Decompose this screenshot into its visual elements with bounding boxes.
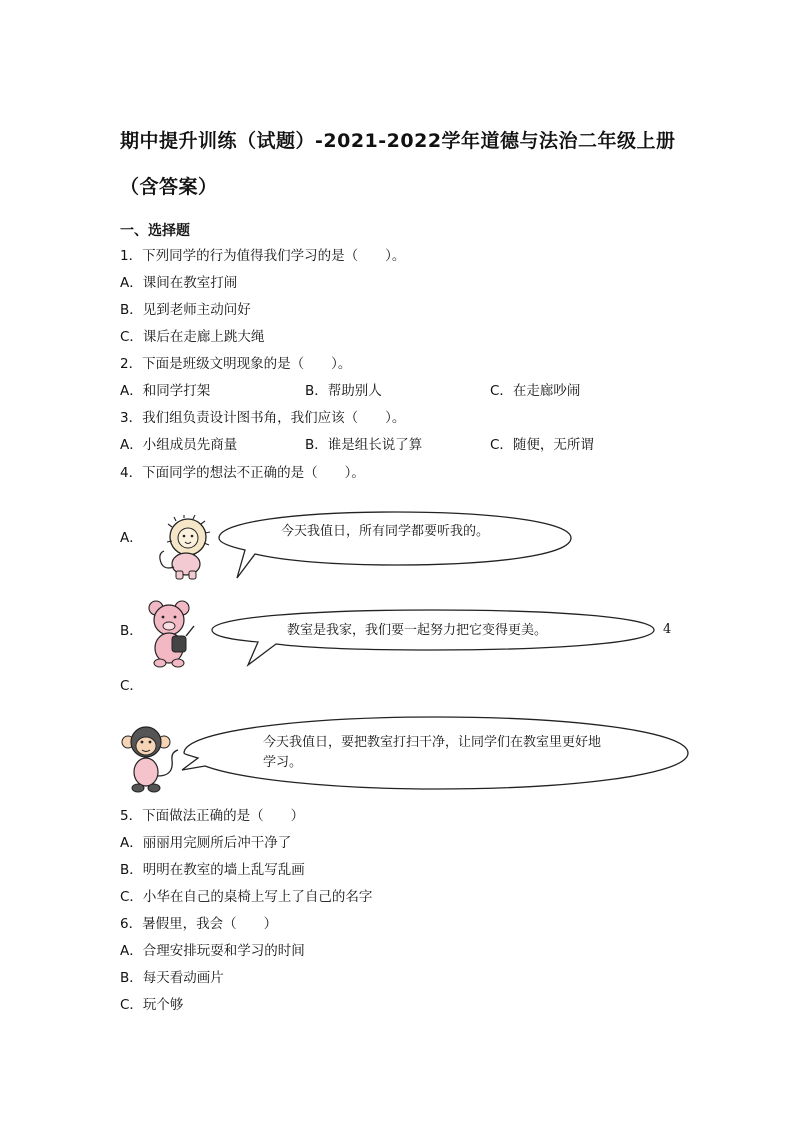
question-2-option-c: C．在走廊吵闹 — [490, 383, 581, 399]
speech-text-b: 教室是我家，我们要一起努力把它变得更美。 — [287, 623, 548, 638]
speech-text-a: 今天我值日，所有同学都要听我的。 — [281, 524, 490, 539]
question-1-option-b: B．见到老师主动问好 — [120, 302, 251, 318]
question-1-option-a: A．课间在教室打闹 — [120, 275, 238, 291]
question-4-option-c-label: C． — [120, 678, 143, 694]
monkey-icon — [118, 722, 182, 794]
question-6-option-a: A．合理安排玩耍和学习的时间 — [120, 943, 305, 959]
question-4-stem: 4．下面同学的想法不正确的是（ ）。 — [120, 465, 365, 481]
question-2-option-a: A．和同学打架 — [120, 383, 211, 399]
question-3-stem: 3．我们组负责设计图书角，我们应该（ ）。 — [120, 410, 406, 426]
question-6-stem: 6．暑假里，我会（ ） — [120, 916, 278, 932]
speech-text-c: 今天我值日，要把教室打扫干净，让同学们在教室里更好地学习。 — [263, 735, 602, 770]
question-3-option-a: A．小组成员先商量 — [120, 437, 238, 453]
question-5-stem: 5．下面做法正确的是（ ） — [120, 808, 305, 824]
question-5-option-c: C．小华在自己的桌椅上写上了自己的名字 — [120, 889, 373, 905]
page-title: 期中提升训练（试题）-2021-2022学年道德与法治二年级上册（含答案） — [120, 130, 676, 198]
question-3-option-c: C．随便，无所谓 — [490, 437, 594, 453]
question-2-option-b: B．帮助别人 — [305, 383, 382, 399]
page-side-mark: 4 — [663, 622, 672, 637]
question-1-option-c: C．课后在走廊上跳大绳 — [120, 329, 265, 345]
section-heading: 一、选择题 — [120, 223, 190, 239]
speech-bubble-a — [215, 508, 575, 580]
question-6-option-c: C．玩个够 — [120, 997, 184, 1013]
question-5-option-a: A．丽丽用完厕所后冲干净了 — [120, 835, 292, 851]
question-2-stem: 2．下面是班级文明现象的是（ ）。 — [120, 356, 352, 372]
question-3-option-b: B．谁是组长说了算 — [305, 437, 423, 453]
question-4-option-a-label: A． — [120, 530, 143, 546]
question-6-option-b: B．每天看动画片 — [120, 970, 224, 986]
bear-icon — [142, 598, 202, 668]
question-5-option-b: B．明明在教室的墙上乱写乱画 — [120, 862, 305, 878]
lion-icon — [148, 515, 214, 581]
question-1-stem: 1．下列同学的行为值得我们学习的是（ ）。 — [120, 248, 406, 264]
question-4-option-b-label: B． — [120, 623, 143, 639]
